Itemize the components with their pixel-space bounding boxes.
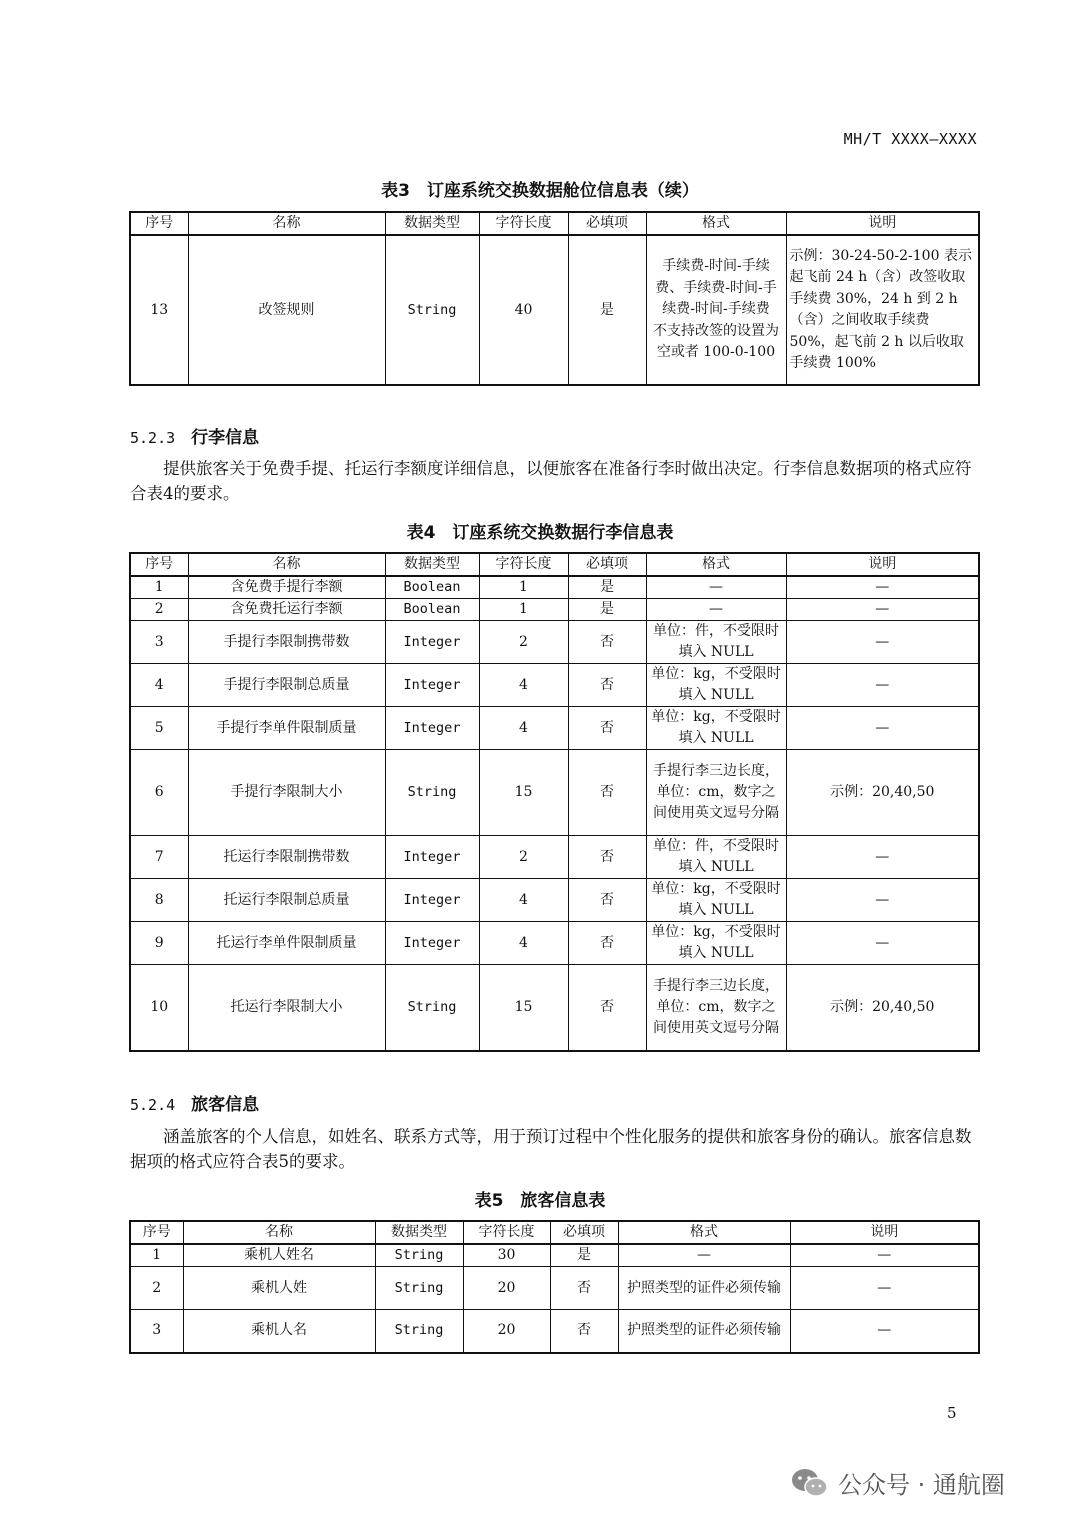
cell-required: 否 [568,664,646,707]
table3-caption: 表3 订座系统交换数据舱位信息表（续） [381,181,699,201]
cell-note: — [786,664,979,707]
cell-name: 手提行李限制总质量 [188,664,385,707]
cell-format: 手续费-时间-手续费、手续费-时间-手续费-时间-手续费 不支持改签的设置为空或者 100-0-100 [646,235,786,385]
cell-note: — [786,599,979,621]
cell-no: 3 [130,621,188,664]
header-col-type: 数据类型 [385,553,479,576]
cell-no: 8 [130,879,188,922]
cell-format: 单位：件，不受限时填入 NULL [646,836,786,879]
cell-name: 乘机人姓名 [183,1244,375,1267]
cell-format: 单位：kg，不受限时填入 NULL [646,664,786,707]
section-5-2-3-paragraph: 提供旅客关于免费手提、托运行李额度详细信息，以便旅客在准备行李时做出决定。行李信息数据项的格式应符合表4的要求。 [130,459,972,503]
cell-required: 是 [550,1244,618,1267]
cell-required: 是 [568,599,646,621]
cell-note: 示例：20,40,50 [786,965,979,1051]
cell-format: 护照类型的证件必须传输 [618,1267,790,1310]
cell-no: 10 [130,965,188,1051]
table4-caption: 表4 订座系统交换数据行李信息表 [406,523,674,543]
section-title: 行李信息 [191,428,260,448]
table5 [129,1220,980,1354]
cell-type: String [375,1310,463,1353]
cell-required: 否 [568,965,646,1051]
cell-format: 手提行李三边长度，单位：cm，数字之间使用英文逗号分隔 [646,965,786,1051]
header-col-format: 格式 [646,212,786,235]
table-row [130,879,979,922]
section-5-2-3-heading [130,423,259,448]
cell-name: 托运行李单件限制质量 [188,922,385,965]
table-row [130,836,979,879]
cell-length: 4 [479,707,568,750]
header-col-no: 序号 [130,212,188,235]
watermark [790,1465,1005,1500]
cell-no: 1 [130,1244,183,1267]
cell-length: 1 [479,599,568,621]
cell-format: 单位：kg，不受限时填入 NULL [646,707,786,750]
cell-type: Integer [385,664,479,707]
section-5-2-4-heading [130,1090,259,1115]
cell-format: — [646,599,786,621]
cell-no: 2 [130,599,188,621]
cell-format: — [646,576,786,599]
header-col-name: 名称 [183,1221,375,1244]
cell-no: 9 [130,922,188,965]
cell-name: 托运行李限制携带数 [188,836,385,879]
cell-note: — [786,576,979,599]
cell-type: String [385,750,479,836]
cell-length: 15 [479,965,568,1051]
header-col-length: 字符长度 [463,1221,550,1244]
table-row [130,750,979,836]
cell-length: 1 [479,576,568,599]
section-title: 旅客信息 [191,1095,260,1115]
cell-note: — [786,922,979,965]
cell-no: 1 [130,576,188,599]
table-row [130,576,979,599]
cell-required: 否 [568,621,646,664]
cell-note: — [786,621,979,664]
header-col-format: 格式 [618,1221,790,1244]
cell-required: 否 [568,750,646,836]
table-row [130,922,979,965]
cell-format: 护照类型的证件必须传输 [618,1310,790,1353]
cell-name: 含免费托运行李额 [188,599,385,621]
standard-code: MH/T XXXX—XXXX [843,130,977,148]
cell-length: 15 [479,750,568,836]
cell-type: String [375,1267,463,1310]
cell-note: — [790,1310,979,1353]
cell-length: 40 [479,235,568,385]
section-number: 5.2.3 [130,429,176,447]
cell-type: Integer [385,922,479,965]
table-row [130,965,979,1051]
header-col-name: 名称 [188,553,385,576]
table-row [130,664,979,707]
cell-length: 20 [463,1267,550,1310]
cell-no: 4 [130,664,188,707]
cell-name: 乘机人名 [183,1310,375,1353]
header-col-format: 格式 [646,553,786,576]
cell-no: 5 [130,707,188,750]
cell-length: 20 [463,1310,550,1353]
cell-no: 3 [130,1310,183,1353]
cell-type: String [375,1244,463,1267]
table4 [129,552,980,1052]
cell-name: 手提行李限制大小 [188,750,385,836]
section-number: 5.2.4 [130,1096,176,1114]
cell-format: 单位：kg，不受限时填入 NULL [646,922,786,965]
cell-length: 2 [479,621,568,664]
cell-note: — [786,707,979,750]
section-5-2-4-paragraph: 涵盖旅客的个人信息，如姓名、联系方式等，用于预订过程中个性化服务的提供和旅客身份的确认。旅客信息数据项的格式应符合表5的要求。 [130,1127,972,1171]
header-col-no: 序号 [130,553,188,576]
cell-format: — [618,1244,790,1267]
cell-length: 2 [479,836,568,879]
cell-required: 否 [550,1310,618,1353]
cell-name: 托运行李限制总质量 [188,879,385,922]
watermark-text: 公众号 · 通航圈 [838,1471,1005,1499]
table-row [130,707,979,750]
cell-note: — [790,1244,979,1267]
cell-type: Boolean [385,576,479,599]
table-row [130,1267,979,1310]
page-number: 5 [947,1404,957,1422]
cell-no: 13 [130,235,188,385]
header-col-name: 名称 [188,212,385,235]
table-row [130,599,979,621]
cell-no: 2 [130,1267,183,1310]
cell-required: 否 [568,707,646,750]
table5-header-row [130,1221,979,1244]
cell-type: String [385,965,479,1051]
cell-required: 否 [568,879,646,922]
header-col-note: 说明 [790,1221,979,1244]
cell-note: 示例：20,40,50 [786,750,979,836]
cell-required: 否 [568,836,646,879]
cell-length: 30 [463,1244,550,1267]
cell-type: Integer [385,707,479,750]
cell-name: 托运行李限制大小 [188,965,385,1051]
wechat-icon [790,1466,830,1500]
cell-type: Boolean [385,599,479,621]
table5-caption: 表5 旅客信息表 [474,1191,606,1211]
cell-no: 7 [130,836,188,879]
table-row [130,621,979,664]
cell-type: Integer [385,879,479,922]
cell-length: 4 [479,664,568,707]
cell-note: — [790,1267,979,1310]
cell-required: 否 [550,1267,618,1310]
cell-format: 单位：件，不受限时填入 NULL [646,621,786,664]
header-col-length: 字符长度 [479,212,568,235]
table4-header-row [130,553,979,576]
cell-name: 手提行李单件限制质量 [188,707,385,750]
header-col-required: 必填项 [568,212,646,235]
header-col-length: 字符长度 [479,553,568,576]
cell-required: 是 [568,576,646,599]
cell-name: 手提行李限制携带数 [188,621,385,664]
header-col-note: 说明 [786,553,979,576]
cell-no: 6 [130,750,188,836]
cell-required: 否 [568,922,646,965]
cell-format: 手提行李三边长度，单位：cm，数字之间使用英文逗号分隔 [646,750,786,836]
cell-type: String [385,235,479,385]
header-col-note: 说明 [786,212,979,235]
cell-name: 乘机人姓 [183,1267,375,1310]
cell-note: — [786,836,979,879]
header-col-no: 序号 [130,1221,183,1244]
table-row [130,235,979,385]
header-col-type: 数据类型 [385,212,479,235]
cell-length: 4 [479,922,568,965]
cell-length: 4 [479,879,568,922]
header-col-required: 必填项 [550,1221,618,1244]
cell-note: 示例：30-24-50-2-100 表示起飞前 24 h（含）改签收取手续费 30%，24 h 到 2 h（含）之间收取手续费 50%，起飞前 2 h 以后收取手续费 100% [786,235,979,385]
cell-note: — [786,879,979,922]
cell-name: 含免费手提行李额 [188,576,385,599]
table-row [130,1310,979,1353]
table-row [130,1244,979,1267]
cell-type: Integer [385,836,479,879]
cell-name: 改签规则 [188,235,385,385]
header-col-type: 数据类型 [375,1221,463,1244]
cell-required: 是 [568,235,646,385]
cell-format: 单位：kg，不受限时填入 NULL [646,879,786,922]
table3 [129,211,980,386]
table3-header-row [130,212,979,235]
cell-type: Integer [385,621,479,664]
header-col-required: 必填项 [568,553,646,576]
